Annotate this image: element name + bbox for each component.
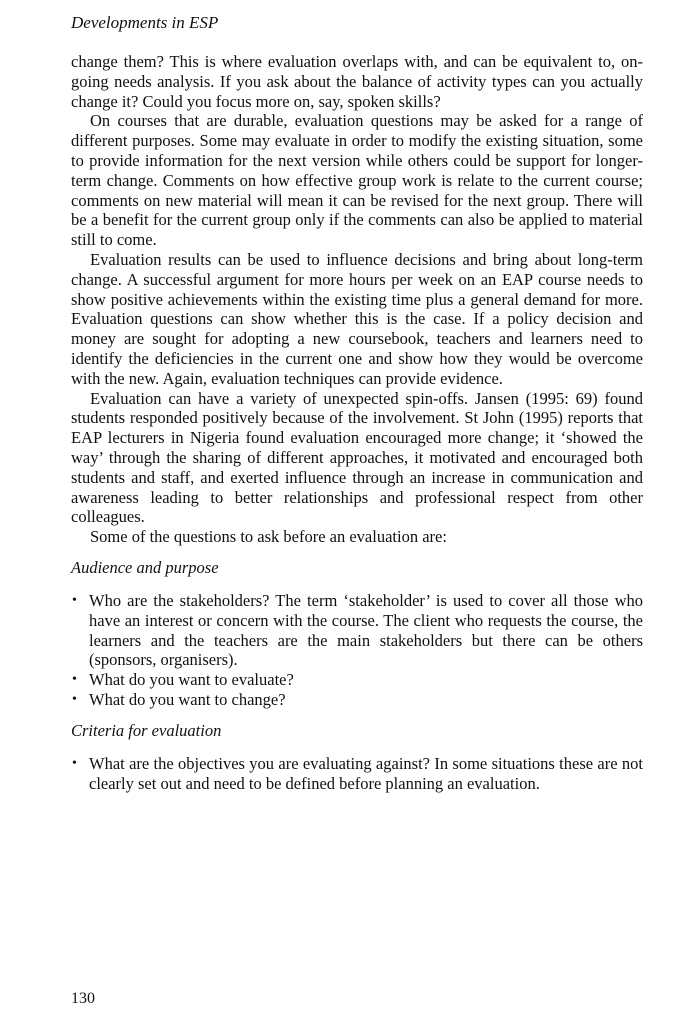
list-item: • Who are the stakeholders? The term ‘stakeholder’ is used to cover all those who have an interest or concern with the course. The client who requests the course, the learners and the teachers are the main stakeholders but there can be others (sponsors, organisers).	[72, 590, 643, 670]
book-page	[71, 12, 643, 793]
subheading-audience-purpose: Audience and purpose	[71, 557, 219, 577]
bullet-icon: •	[72, 672, 77, 688]
page-number: 130	[71, 990, 95, 1007]
audience-bullet-list	[71, 591, 643, 710]
criteria-bullet-list	[71, 754, 643, 794]
bullet-icon: •	[72, 592, 77, 608]
bullet-icon: •	[72, 691, 77, 707]
list-item: • What do you want to evaluate?	[72, 670, 294, 690]
list-item: • What do you want to change?	[72, 689, 286, 709]
paragraph-questions-intro: Some of the questions to ask before an evaluation are:	[90, 527, 447, 547]
running-head: Developments in ESP	[71, 13, 219, 32]
paragraph-long-term-change: Evaluation results can be used to influence decisions and bring about long-term change. A successful argument for more hours per week on an EAP course needs to show positive achievements within the existing time plus a general demand for more. Evaluation questions can show whether this is the case. If a policy decision and money are sought for adopting a new coursebook, teachers and learners need to identify the deficiencies in the current one and show how they would be overcome with the new. Again, evaluation techniques can provide evidence.	[71, 249, 643, 388]
bullet-icon: •	[72, 755, 77, 771]
list-item: • What are the objectives you are evaluating against? In some situations these are not clearly set out and need to be defined before planning an evaluation.	[72, 753, 643, 793]
paragraph-spin-offs: Evaluation can have a variety of unexpected spin-offs. Jansen (1995: 69) found students responded positively because of the involvement. St John (1995) reports that EAP lecturers in Nigeria found evaluation encouraged more change; it ‘showed the way’ through the sharing of different approaches, it motivated and encouraged both students and staff, and exerted influence through an increase in communication and awareness leading to better relationships and professional respect from other colleagues.	[71, 388, 643, 527]
subheading-criteria-evaluation: Criteria for evaluation	[71, 720, 222, 740]
paragraph-durable-courses: On courses that are durable, evaluation questions may be asked for a range of different purposes. Some may evaluate in order to modify the existing situation, some to provide information for the next version while others could be support for longer-term change. Comments on how effective group work is relate to the current course; comments on new material will mean it can be revised for the next group. There will be a benefit for the current group only if the comments can also be applied to material still to come.	[71, 111, 643, 250]
paragraph-continuation: change them? This is where evaluation overlaps with, and can be equivalent to, on-going needs analysis. If you ask about the balance of activity types can you actually change it? Could you focus more on, say, spoken skills?	[71, 52, 643, 111]
